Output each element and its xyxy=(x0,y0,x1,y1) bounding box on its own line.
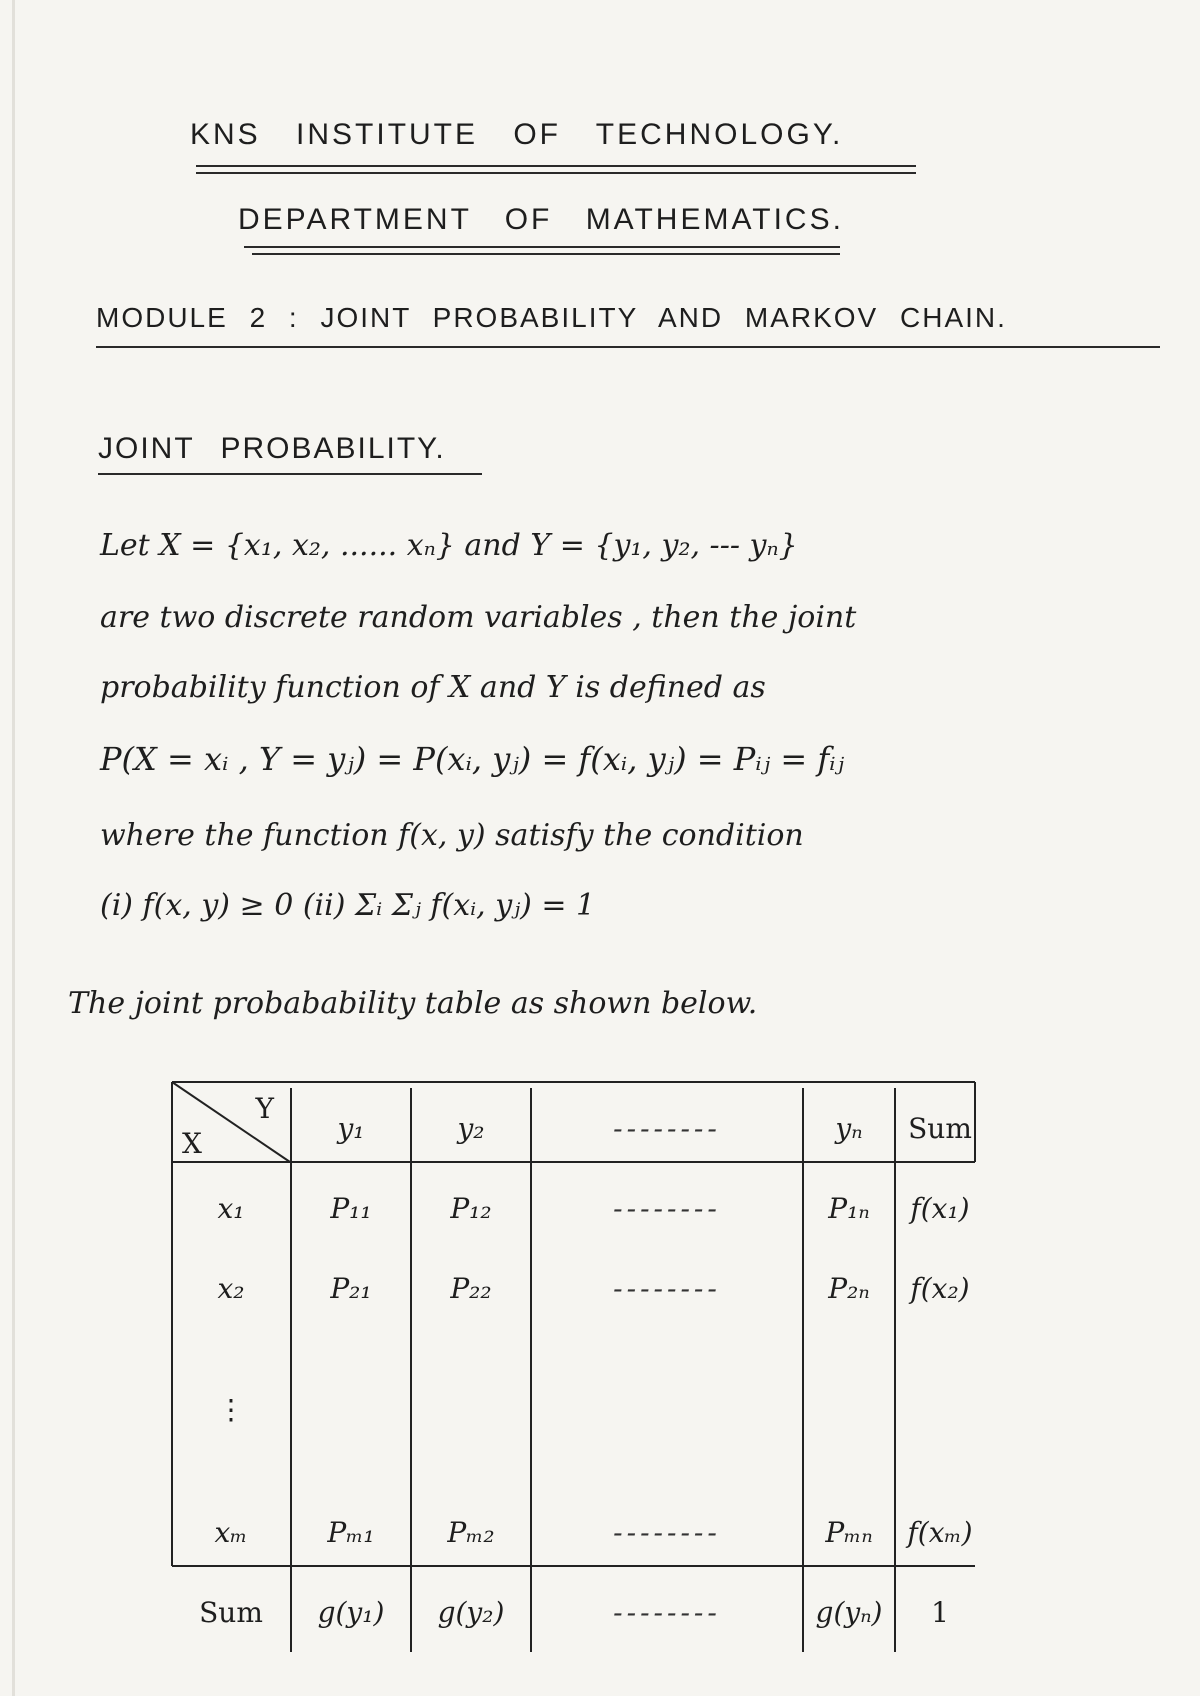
conditions-formula: (i) f(x, y) ≥ 0 (ii) Σᵢ Σⱼ f(xᵢ, yⱼ) = 1 xyxy=(100,888,596,923)
table-cell: P₁₂ xyxy=(411,1168,531,1248)
table-row xyxy=(172,1168,984,1248)
table-cell: -------- xyxy=(531,1168,803,1248)
table-cell: Pₘ₁ xyxy=(291,1492,411,1572)
joint-probability-formula: P(X = xᵢ , Y = yⱼ) = P(xᵢ, yⱼ) = f(xᵢ, yⱼ) = Pᵢⱼ = fᵢⱼ xyxy=(100,740,845,778)
joint-probability-table xyxy=(172,1088,984,1652)
table-cell: P₂ₙ xyxy=(803,1248,895,1328)
vertical-dots: ⋮ xyxy=(217,1393,245,1426)
module-title: MODULE 2 : JOINT PROBABILITY AND MARKOV CHAIN. xyxy=(96,302,1007,333)
table-cell: -------- xyxy=(531,1248,803,1328)
header-yn: yₙ xyxy=(803,1088,895,1168)
section-heading: JOINT PROBABILITY. xyxy=(98,432,446,465)
corner-cell xyxy=(172,1088,291,1168)
table-row xyxy=(172,1248,984,1328)
table-cell: Pₘ₂ xyxy=(411,1492,531,1572)
corner-x-label: X xyxy=(182,1127,202,1160)
sum-cell: g(y₂) xyxy=(411,1572,531,1652)
header-sum: Sum xyxy=(908,1111,972,1145)
table-cell-empty xyxy=(895,1328,984,1492)
table-row xyxy=(172,1492,984,1572)
definition-line-3: probability function of X and Y is defined as xyxy=(100,670,766,705)
row-label: xₘ xyxy=(172,1492,291,1572)
definition-line-2: are two discrete random variables , then the joint xyxy=(100,600,857,635)
header-dots: -------- xyxy=(531,1088,803,1168)
corner-y-label: Y xyxy=(255,1092,274,1125)
table-cell: P₂₂ xyxy=(411,1248,531,1328)
table-cell: P₁ₙ xyxy=(803,1168,895,1248)
table-cell-empty xyxy=(803,1328,895,1492)
table-sum-row xyxy=(172,1572,984,1652)
table-cell: Pₘₙ xyxy=(803,1492,895,1572)
condition-line: where the function f(x, y) satisfy the condition xyxy=(100,818,804,853)
table-cell-empty xyxy=(291,1328,411,1492)
definition-line-1: Let X = {x₁, x₂, ...... xₙ} and Y = {y₁, y₂, --- yₙ} xyxy=(100,528,798,563)
sum-cell: g(yₙ) xyxy=(803,1572,895,1652)
header-y2: y₂ xyxy=(411,1088,531,1168)
table-cell: f(x₁) xyxy=(910,1191,970,1225)
sum-cell: g(y₁) xyxy=(291,1572,411,1652)
table-cell: -------- xyxy=(531,1492,803,1572)
sum-cell: -------- xyxy=(531,1572,803,1652)
table-cell: P₂₁ xyxy=(291,1248,411,1328)
header-y1: y₁ xyxy=(291,1088,411,1168)
table-intro-line: The joint probabability table as shown below. xyxy=(68,986,758,1021)
table-cell: f(xₘ) xyxy=(907,1515,973,1549)
table-cell-empty xyxy=(531,1328,803,1492)
table-cell: P₁₁ xyxy=(291,1168,411,1248)
table-cell: f(x₂) xyxy=(910,1271,970,1305)
table-header-row xyxy=(172,1088,984,1168)
table-row-ellipsis xyxy=(172,1328,984,1492)
row-label: x₁ xyxy=(172,1168,291,1248)
sum-total-cell: 1 xyxy=(931,1595,949,1629)
row-label: x₂ xyxy=(172,1248,291,1328)
institute-title: KNS INSTITUTE OF TECHNOLOGY. xyxy=(190,118,844,151)
row-label-sum: Sum xyxy=(172,1572,291,1652)
department-title: DEPARTMENT OF MATHEMATICS. xyxy=(238,203,844,236)
table-cell-empty xyxy=(411,1328,531,1492)
row-label-dots xyxy=(172,1328,291,1492)
